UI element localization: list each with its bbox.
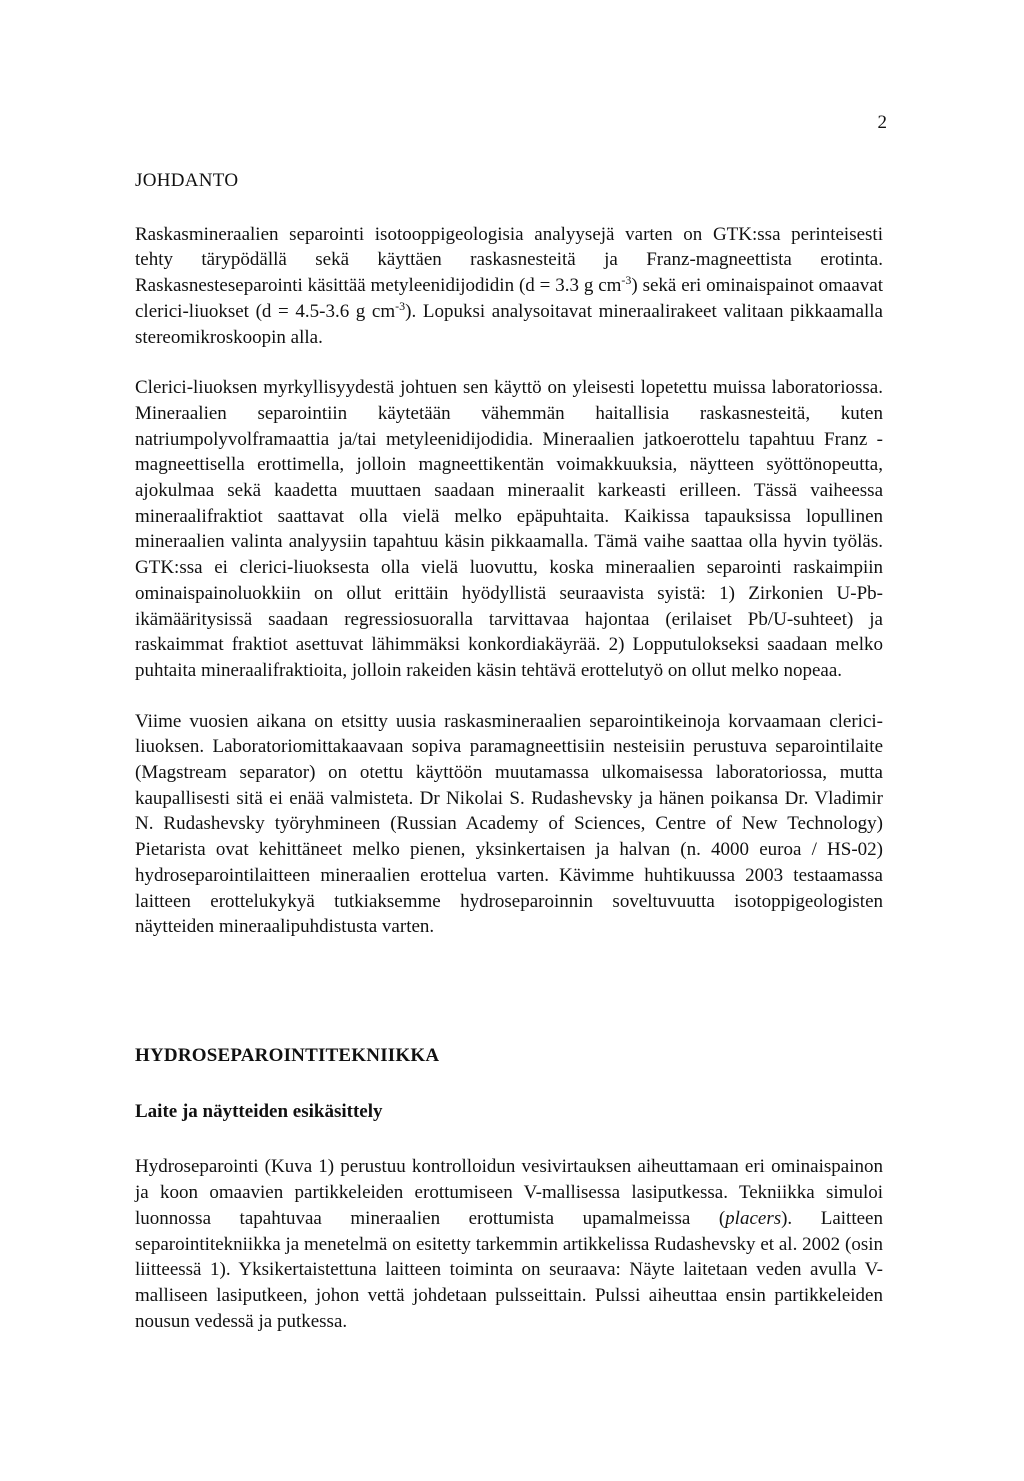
- paragraph-intro-1-part-b: ) sekä eri ominaispainot omaavat clerici-liuokset (d = 4.5-3.6 g cm: [135, 275, 883, 322]
- page-number: 2: [877, 112, 887, 133]
- paragraph-intro-2: Clerici-liuoksen myrkyllisyydestä johtuen sen käyttö on yleisesti lopetettu muissa laboratoriossa. Mineraalien separointiin käytetään vähemmän haitallisia raskasnesteitä, kuten natriumpolyvolframaattia ja/tai metyleenidijodidia. Mineraalien jatkoerottelu tapahtuu Franz -magneettisella erottimella, jolloin magneettikentän voimakkuuksia, näytteen syöttönopeutta, ajokulmaa sekä kaadetta muuttaen saadaan mineraalit karkeasti erilleen. Tässä vaiheessa mineraalifraktiot saattavat olla vielä melko epäpuhtaita. Kaikissa tapauksissa lopullinen mineraalien valinta analyysiin tapahtuu käsin pikkaamalla. Tämä vaihe saattaa olla hyvin työläs. GTK:ssa ei clerici-liuoksesta olla vielä luovuttu, koska mineraalien separointi raskaimpiin ominaispainoluokkiin on ollut erittäin hyödyllistä seuraavista syistä: 1) Zirkonien U-Pb-ikämääritysissä saadaan regressiosuoralla tarvittavaa hajontaa (erilaiset Pb/U-suhteet) ja raskaimmat fraktiot asettuvat lähimmäksi konkordiakäyrää. 2) Lopputulokseksi saadaan melko puhtaita mineraalifraktioita, jolloin rakeiden käsin tehtävä erottelutyö on ollut melko nopeaa.: [135, 377, 883, 681]
- superscript-1: -3: [621, 273, 632, 288]
- superscript-2: -3: [395, 298, 406, 313]
- paragraph-intro-1-part-a: Raskasmineraalien separointi isotooppigeologisia analyysejä varten on GTK:ssa perinteisesti tehty tärypödällä sekä käyttäen raskasnesteitä ja Franz-magneettista erotinta. Raskasnesteseparointi käsittää metyleenidijodidin (d = 3.3 g cm: [135, 223, 883, 297]
- paragraph-intro-1-part-c: ). Lopuksi analysoitavat mineraalirakeet valitaan pikkaamalla stereomikroskoopin alla.: [135, 300, 883, 348]
- section-spacer: [135, 965, 883, 1043]
- document-body: [135, 168, 883, 1359]
- italic-placers: placers: [725, 1207, 782, 1229]
- paragraph-technique-1-part-b: ). Laitteen separointitekniikka ja menetelmä on esitetty tarkemmin artikkelissa Rudashevsky et al. 2002 (osin liitteessä 1). Yksikertaistettuna laitteen toiminta on seuraava: Näyte laitetaan veden avulla V-malliseen lasiputkeen, johon vettä johdetaan pulsseittain. Pulssi aiheuttaa ensin partikkeleiden nousun vedessä ja putkessa.: [135, 1207, 883, 1332]
- heading-hydroseparointitekniikka: HYDROSEPAROINTITEKNIIKKA: [135, 1044, 440, 1066]
- paragraph-technique-1: [135, 1154, 883, 1334]
- paragraph-intro-3: Viime vuosien aikana on etsitty uusia raskasmineraalien separointikeinoja korvaamaan clerici-liuoksen. Laboratoriomittakaavaan sopiva paramagneettisiin nesteisiin perustuva separointilaite (Magstream separator) on otettu käyttöön muutamassa ulkomaisessa laboratoriossa, mutta kaupallisesti sitä ei enää valmisteta. Dr Nikolai S. Rudashevsky ja hänen poikansa Dr. Vladimir N. Rudashevsky työryhmineen (Russian Academy of Sciences, Centre of New Technology) Pietarista ovat kehittäneet melko pienen, yksinkertaisen ja halvan (n. 4000 euroa / HS-02) hydroseparointilaitteen mineraalien erottelua varten. Kävimme huhtikuussa 2003 testaamassa laitteen erottelukykyä tutkiaksemme hydroseparoinnin soveltuvuutta isotoppigeologisten näytteiden mineraalipuhdistusta varten.: [135, 710, 883, 938]
- heading-johdanto: JOHDANTO: [135, 170, 239, 191]
- paragraph-intro-1: [135, 222, 883, 351]
- subheading-laite: Laite ja näytteiden esikäsittely: [135, 1100, 383, 1122]
- paragraph-technique-1-part-a: Hydroseparointi (Kuva 1) perustuu kontrolloidun vesivirtauksen aiheuttamaan eri ominaispainon ja koon omaavien partikkeleiden erottumiseen V-mallisessa lasiputkessa. Tekniikka simuloi luonnossa tapahtuvaa mineraalien erottumista upamalmeissa (: [135, 1156, 883, 1229]
